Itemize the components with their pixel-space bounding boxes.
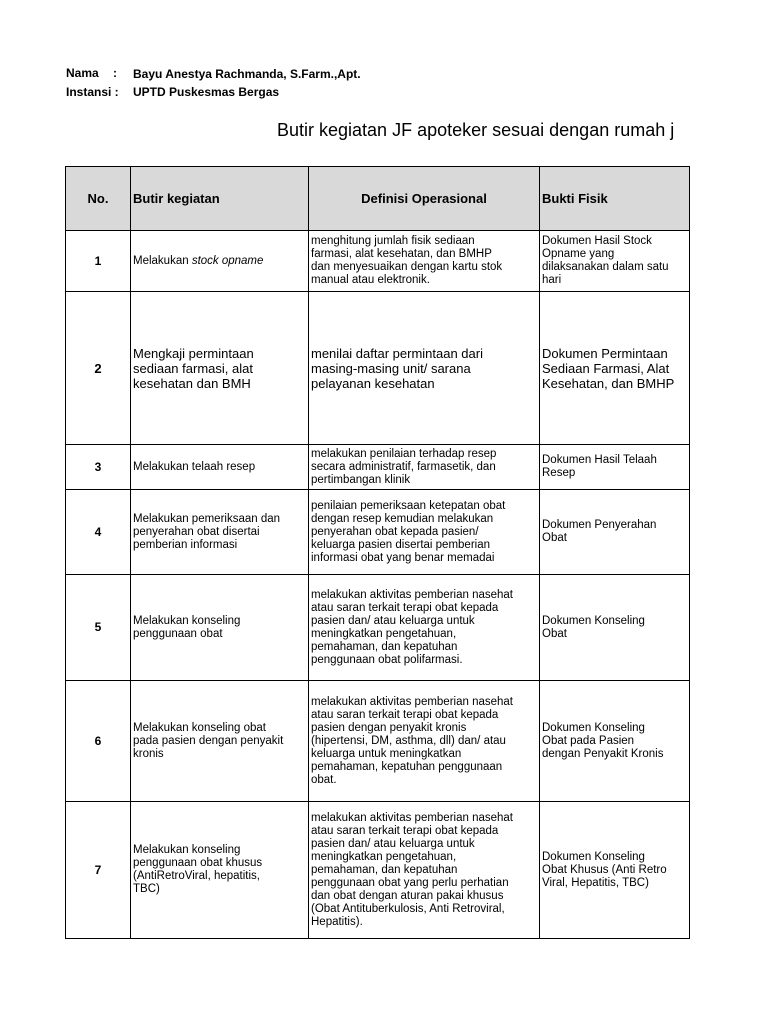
row-no: 3 <box>66 445 131 490</box>
table-row <box>66 490 690 575</box>
row-definisi: menilai daftar permintaan dari masing-masing unit/ sarana pelayanan kesehatan <box>309 292 540 445</box>
row-butir: Melakukan konseling penggunaan obat khusus (AntiRetroViral, hepatitis, TBC) <box>131 802 309 939</box>
table-row <box>66 575 690 681</box>
name-label: Nama <box>66 66 99 80</box>
table-row <box>66 231 690 292</box>
row-butir: Melakukan telaah resep <box>131 445 309 490</box>
row-butir: Mengkaji permintaan sediaan farmasi, alat kesehatan dan BMH <box>131 292 309 445</box>
row-bukti: Dokumen Konseling Obat pada Pasien dengan Penyakit Kronis <box>540 681 690 802</box>
row-definisi: melakukan penilaian terhadap resep secara administratif, farmasetik, dan pertimbangan klinik <box>309 445 540 490</box>
row-butir-italic: stock opname <box>191 254 264 267</box>
table-row <box>66 681 690 802</box>
row-butir-prefix: Melakukan <box>133 254 192 267</box>
instansi-label: Instansi : <box>66 85 119 99</box>
row-no: 1 <box>66 231 131 292</box>
name-colon: : <box>113 66 117 80</box>
instansi-value: UPTD Puskesmas Bergas <box>133 85 280 99</box>
document-title: Butir kegiatan JF apoteker sesuai dengan rumah j <box>277 120 675 140</box>
row-bukti: Dokumen Penyerahan Obat <box>540 490 690 575</box>
row-bukti: Dokumen Konseling Obat Khusus (Anti Retro Viral, Hepatitis, TBC) <box>540 802 690 939</box>
row-butir <box>131 231 309 292</box>
row-bukti: Dokumen Hasil Telaah Resep <box>540 445 690 490</box>
row-butir: Melakukan konseling obat pada pasien dengan penyakit kronis <box>131 681 309 802</box>
header-no: No. <box>66 167 131 231</box>
name-value: Bayu Anestya Rachmanda, S.Farm.,Apt. <box>133 67 361 81</box>
row-no: 6 <box>66 681 131 802</box>
row-definisi: melakukan aktivitas pemberian nasehat atau saran terkait terapi obat kepada pasien dengan penyakit kronis (hipertensi, DM, asthma, dll) dan/ atau keluarga untuk meningkatkan pemahaman, kepatuhan penggunaan obat. <box>309 681 540 802</box>
row-bukti: Dokumen Konseling Obat <box>540 575 690 681</box>
row-no: 5 <box>66 575 131 681</box>
row-no: 4 <box>66 490 131 575</box>
row-butir: Melakukan konseling penggunaan obat <box>131 575 309 681</box>
row-definisi: menghitung jumlah fisik sediaan farmasi, alat kesehatan, dan BMHP dan menyesuaikan dengan kartu stok manual atau elektronik. <box>309 231 540 292</box>
table-header-row <box>66 167 690 231</box>
header-definisi: Definisi Operasional <box>309 167 540 231</box>
row-definisi: melakukan aktivitas pemberian nasehat atau saran terkait terapi obat kepada pasien dan/ atau keluarga untuk meningkatkan pengetahuan, pemahaman, dan kepatuhan penggunaan obat yang perlu perhatian dan obat dengan aturan pakai khusus (Obat Antituberkulosis, Anti Retroviral, Hepatitis). <box>309 802 540 939</box>
row-no: 7 <box>66 802 131 939</box>
header-bukti: Bukti Fisik <box>540 167 690 231</box>
row-butir: Melakukan pemeriksaan dan penyerahan obat disertai pemberian informasi <box>131 490 309 575</box>
row-definisi: penilaian pemeriksaan ketepatan obat dengan resep kemudian melakukan penyerahan obat kepada pasien/ keluarga pasien disertai pemberian informasi obat yang benar memadai <box>309 490 540 575</box>
table-row <box>66 802 690 939</box>
row-bukti: Dokumen Hasil Stock Opname yang dilaksanakan dalam satu hari <box>540 231 690 292</box>
activity-table <box>65 166 690 939</box>
header-butir: Butir kegiatan <box>131 167 309 231</box>
table-row <box>66 292 690 445</box>
row-bukti: Dokumen Permintaan Sediaan Farmasi, Alat Kesehatan, dan BMHP <box>540 292 690 445</box>
row-definisi: melakukan aktivitas pemberian nasehat atau saran terkait terapi obat kepada pasien dan/ atau keluarga untuk meningkatkan pengetahuan, pemahaman, dan kepatuhan penggunaan obat polifarmasi. <box>309 575 540 681</box>
row-no: 2 <box>66 292 131 445</box>
table-row <box>66 445 690 490</box>
